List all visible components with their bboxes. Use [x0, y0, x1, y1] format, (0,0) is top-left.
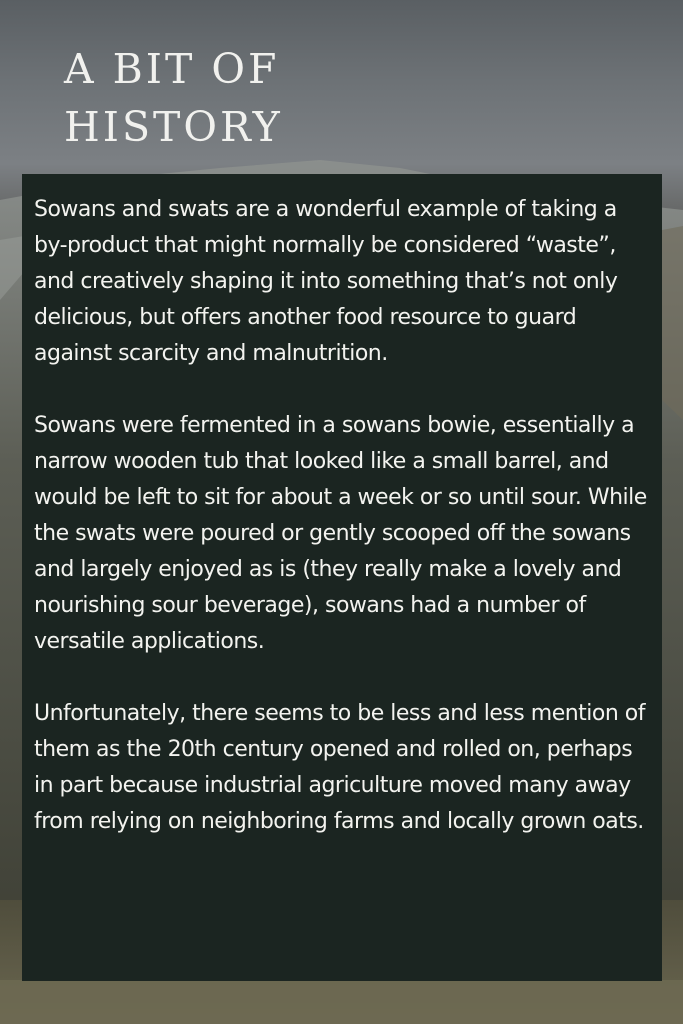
text-panel: [22, 174, 662, 981]
title-line-1: A BIT OF: [64, 45, 280, 93]
paragraph-1: Sowans and swats are a wonderful example of taking a by-product that might normally be considered “waste”, and creatively shaping it into something that’s not only delicious, but offers another food resource to guard against scarcity and malnutrition.: [34, 197, 618, 366]
paragraph-3: Unfortunately, there seems to be less and less mention of them as the 20th century opened and rolled on, perhaps in part because industrial agriculture moved many away from relying on neighboring farms and locally grown oats.: [34, 701, 646, 834]
paragraph-2: Sowans were fermented in a sowans bowie, essentially a narrow wooden tub that looked like a small barrel, and would be left to sit for about a week or so until sour. While the swats were poured or gently scooped off the sowans and largely enjoyed as is (they really make a lovely and nourishing sour beverage), sowans had a number of versatile applications.: [34, 413, 647, 654]
title-line-2: HISTORY: [64, 103, 283, 151]
section-title: [64, 40, 324, 156]
